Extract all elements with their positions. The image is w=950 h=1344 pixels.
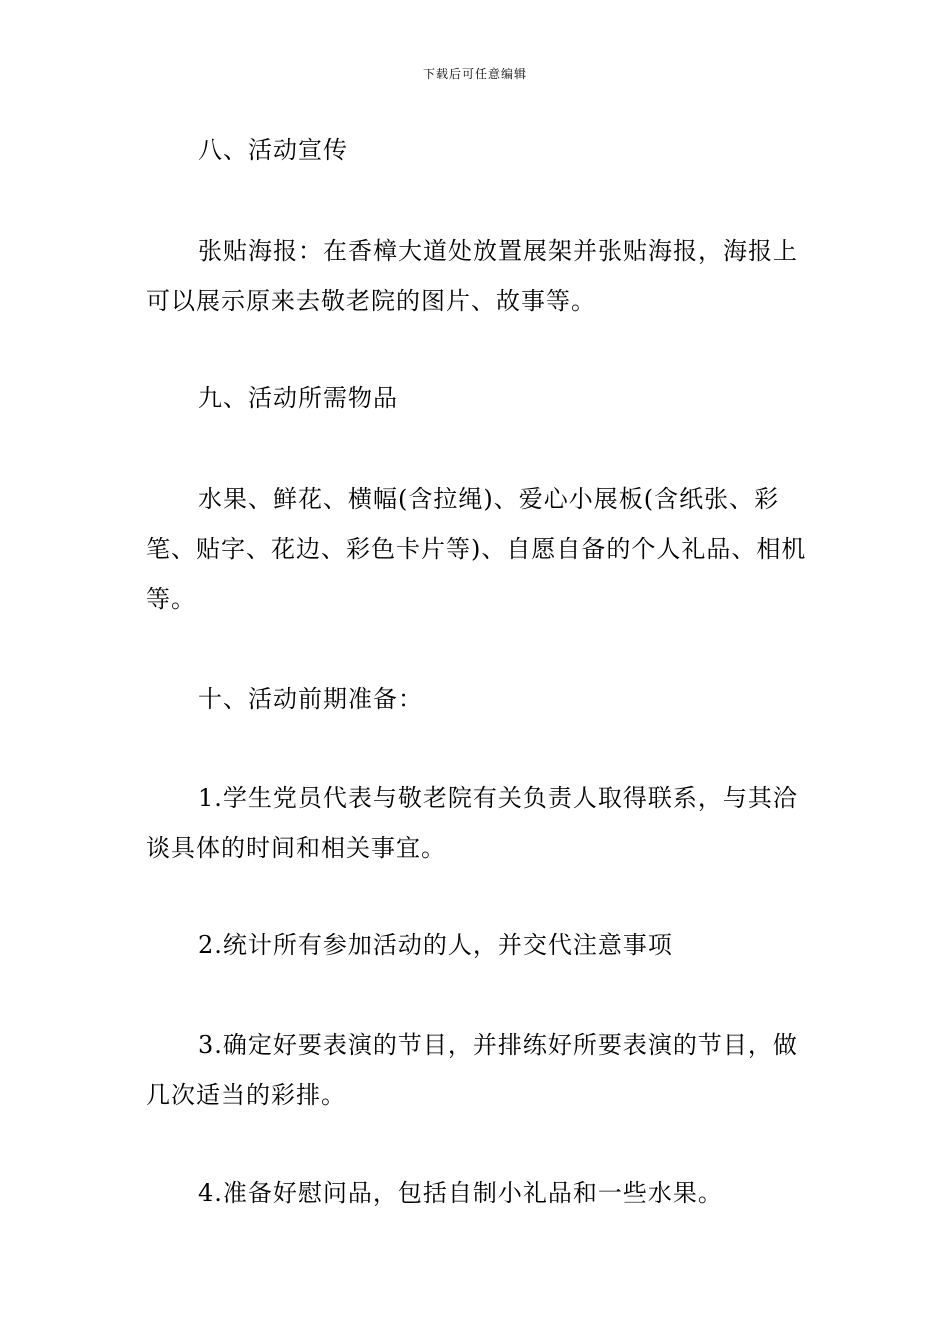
paragraph-materials-list: 水果、鲜花、横幅(含拉绳)、爱心小展板(含纸张、彩笔、贴字、花边、彩色卡片等)、自愿自备的个人礼品、相机等。 [146, 485, 807, 613]
list-item-contact: 1.学生党员代表与敬老院有关负责人取得联系，与其洽谈具体的时间和相关事宜。 [146, 784, 798, 862]
list-item-gifts: 4.准备好慰问品，包括自制小礼品和一些水果。 [198, 1179, 723, 1207]
section-heading-publicity: 八、活动宣传 [198, 136, 348, 164]
list-item-rehearsal: 3.确定好要表演的节目，并排练好所要表演的节目，做几次适当的彩排。 [146, 1031, 798, 1109]
section-heading-preparation: 十、活动前期准备： [198, 685, 423, 713]
section-heading-materials: 九、活动所需物品 [198, 384, 398, 412]
page-header-note: 下载后可任意编辑 [422, 67, 527, 81]
list-item-headcount: 2.统计所有参加活动的人，并交代注意事项 [198, 931, 673, 959]
paragraph-poster: 张贴海报：在香樟大道处放置展架并张贴海报，海报上可以展示原来去敬老院的图片、故事等。 [146, 237, 798, 315]
